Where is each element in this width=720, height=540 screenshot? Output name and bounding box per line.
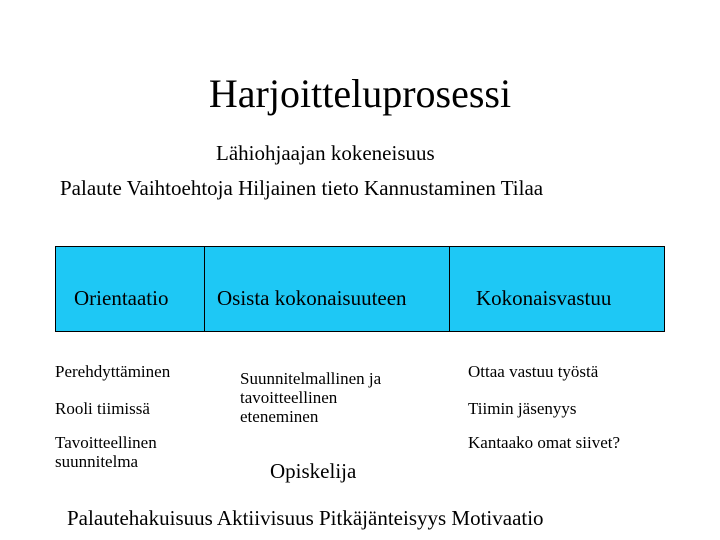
col3-item-jasenyys: Tiimin jäsenyys bbox=[468, 399, 577, 418]
col3-item-vastuu: Ottaa vastuu työstä bbox=[468, 362, 599, 381]
col1-item-tavoitteellinen bbox=[55, 433, 157, 471]
phase-divider bbox=[449, 247, 450, 331]
col1-item-line: suunnitelma bbox=[55, 452, 139, 471]
page-title: Harjoitteluprosessi bbox=[208, 71, 512, 116]
col2-description bbox=[240, 369, 381, 426]
phase-kokonaisvastuu: Kokonaisvastuu bbox=[476, 286, 612, 310]
phase-orientaatio: Orientaatio bbox=[74, 286, 169, 310]
phase-divider bbox=[204, 247, 205, 331]
col2-line: Suunnitelmallinen ja bbox=[240, 369, 382, 388]
col1-item-rooli: Rooli tiimissä bbox=[55, 399, 150, 418]
col2-line: tavoitteellinen bbox=[240, 388, 338, 407]
bottom-factors: Palautehakuisuus Aktiivisuus Pitkäjänteisyys Motivaatio bbox=[67, 506, 544, 530]
subtitle: Lähiohjaajan kokeneisuus bbox=[216, 141, 435, 165]
col3-item-siivet: Kantaako omat siivet? bbox=[468, 433, 621, 452]
col1-item-line: Tavoitteellinen bbox=[55, 433, 157, 452]
phase-osista-kokonaisuuteen: Osista kokonaisuuteen bbox=[217, 286, 407, 310]
col2-line: eteneminen bbox=[240, 407, 319, 426]
top-factors: Palaute Vaihtoehtoja Hiljainen tieto Kannustaminen Tilaa bbox=[60, 176, 544, 200]
phase-box bbox=[55, 246, 665, 332]
col2-role: Opiskelija bbox=[270, 459, 357, 483]
col1-item-perehdyttaminen: Perehdyttäminen bbox=[55, 362, 171, 381]
